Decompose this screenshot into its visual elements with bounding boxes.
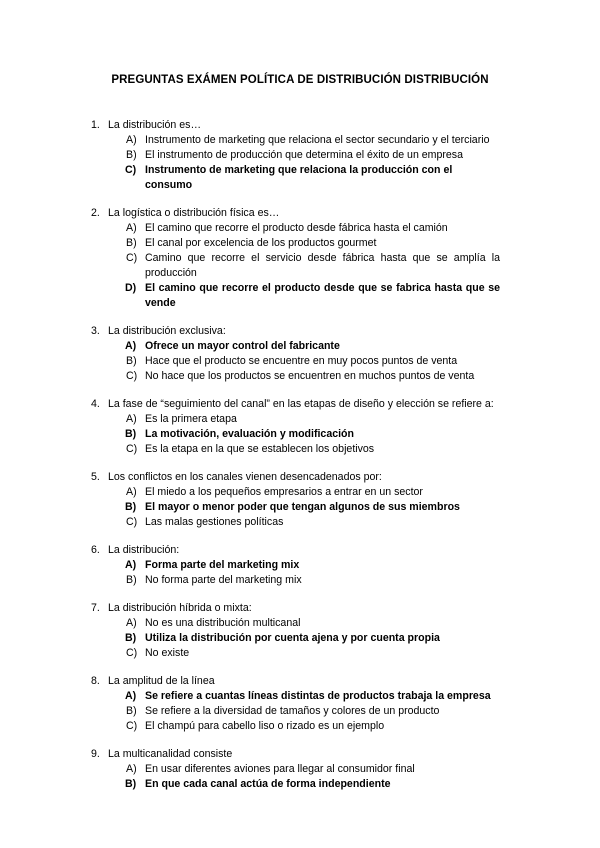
answer-option bbox=[0, 442, 600, 457]
option-letter: B) bbox=[125, 501, 137, 513]
question-7 bbox=[0, 601, 600, 661]
option-text: El mayor o menor poder que tengan algunos de sus miembros bbox=[145, 501, 460, 513]
answer-option bbox=[0, 251, 600, 281]
question-number: 4. bbox=[91, 398, 100, 410]
option-text: El instrumento de producción que determina el éxito de un empresa bbox=[145, 149, 463, 161]
option-letter: A) bbox=[126, 763, 137, 775]
option-letter: C) bbox=[126, 647, 138, 659]
answer-option-correct bbox=[0, 163, 600, 193]
answer-option-correct bbox=[0, 339, 600, 354]
document-title: PREGUNTAS EXÁMEN POLÍTICA DE DISTRIBUCIÓN DISTRIBUCIÓN bbox=[111, 74, 489, 86]
answer-option bbox=[0, 354, 600, 369]
question-text: La distribución es… bbox=[108, 119, 202, 131]
question-number: 9. bbox=[91, 748, 100, 760]
question-number: 7. bbox=[91, 602, 100, 614]
answer-option bbox=[0, 221, 600, 236]
answer-option-correct bbox=[0, 777, 600, 792]
option-letter: C) bbox=[126, 252, 138, 264]
question-text: La amplitud de la línea bbox=[108, 675, 215, 687]
question-5 bbox=[0, 470, 600, 530]
option-text: No forma parte del marketing mix bbox=[145, 574, 302, 586]
answer-option bbox=[0, 616, 600, 631]
option-letter: B) bbox=[126, 705, 137, 717]
option-letter: B) bbox=[126, 237, 137, 249]
question-header bbox=[0, 397, 600, 412]
option-letter: A) bbox=[126, 617, 137, 629]
question-header bbox=[0, 206, 600, 221]
option-text: El camino que recorre el producto desde que se fabrica hasta que se vende bbox=[145, 282, 500, 309]
question-number: 6. bbox=[91, 544, 100, 556]
option-text: Se refiere a cuantas líneas distintas de productos trabaja la empresa bbox=[145, 690, 491, 702]
option-text: Se refiere a la diversidad de tamaños y colores de un producto bbox=[145, 705, 440, 717]
option-text: Es la etapa en la que se establecen los objetivos bbox=[145, 443, 375, 455]
question-header bbox=[0, 543, 600, 558]
question-text: La multicanalidad consiste bbox=[108, 748, 233, 760]
question-text: La distribución híbrida o mixta: bbox=[108, 602, 252, 614]
answer-option bbox=[0, 762, 600, 777]
question-3 bbox=[0, 324, 600, 384]
question-text: La distribución exclusiva: bbox=[108, 325, 226, 337]
question-1 bbox=[0, 118, 600, 193]
question-number: 1. bbox=[91, 119, 100, 131]
option-letter: A) bbox=[126, 413, 137, 425]
option-letter: A) bbox=[126, 486, 137, 498]
option-letter: C) bbox=[126, 720, 138, 732]
option-letter: B) bbox=[125, 428, 137, 440]
answer-option-correct bbox=[0, 427, 600, 442]
option-letter: B) bbox=[126, 149, 137, 161]
option-letter: D) bbox=[125, 282, 137, 294]
option-letter: B) bbox=[126, 355, 137, 367]
answer-option bbox=[0, 704, 600, 719]
question-number: 5. bbox=[91, 471, 100, 483]
question-8 bbox=[0, 674, 600, 734]
option-text: El miedo a los pequeños empresarios a entrar en un sector bbox=[145, 486, 423, 498]
option-letter: B) bbox=[125, 778, 137, 790]
option-text: Forma parte del marketing mix bbox=[145, 559, 300, 571]
option-letter: C) bbox=[126, 516, 138, 528]
question-9 bbox=[0, 747, 600, 792]
option-text: Las malas gestiones políticas bbox=[145, 516, 284, 528]
answer-option bbox=[0, 412, 600, 427]
option-letter: A) bbox=[125, 340, 137, 352]
question-number: 2. bbox=[91, 207, 100, 219]
question-4 bbox=[0, 397, 600, 457]
question-text: La fase de “seguimiento del canal” en las etapas de diseño y elección se refiere a: bbox=[108, 398, 494, 410]
option-text: No hace que los productos se encuentren en muchos puntos de venta bbox=[145, 370, 475, 382]
question-text: Los conflictos en los canales vienen desencadenados por: bbox=[108, 471, 382, 483]
answer-option-correct bbox=[0, 631, 600, 646]
option-text: Utiliza la distribución por cuenta ajena y por cuenta propia bbox=[145, 632, 440, 644]
option-letter: C) bbox=[126, 370, 138, 382]
option-text: No es una distribución multicanal bbox=[145, 617, 301, 629]
answer-option bbox=[0, 133, 600, 148]
option-text: Es la primera etapa bbox=[145, 413, 237, 425]
answer-option bbox=[0, 515, 600, 530]
answer-option bbox=[0, 485, 600, 500]
question-header bbox=[0, 747, 600, 762]
option-text: Hace que el producto se encuentre en muy pocos puntos de venta bbox=[145, 355, 458, 367]
option-letter: C) bbox=[125, 164, 137, 176]
question-number: 3. bbox=[91, 325, 100, 337]
question-list bbox=[0, 118, 600, 805]
question-text: La logística o distribución física es… bbox=[108, 207, 280, 219]
option-letter: A) bbox=[125, 690, 137, 702]
option-text: El champú para cabello liso o rizado es un ejemplo bbox=[145, 720, 385, 732]
answer-option bbox=[0, 236, 600, 251]
option-text: En que cada canal actúa de forma independiente bbox=[145, 778, 391, 790]
answer-option bbox=[0, 369, 600, 384]
option-letter: B) bbox=[125, 632, 137, 644]
question-header bbox=[0, 470, 600, 485]
option-text: La motivación, evaluación y modificación bbox=[145, 428, 354, 440]
option-text: No existe bbox=[145, 647, 190, 659]
option-text: Ofrece un mayor control del fabricante bbox=[145, 340, 340, 352]
question-text: La distribución: bbox=[108, 544, 180, 556]
question-number: 8. bbox=[91, 675, 100, 687]
question-header bbox=[0, 324, 600, 339]
option-text: En usar diferentes aviones para llegar al consumidor final bbox=[145, 763, 415, 775]
option-text: El canal por excelencia de los productos gourmet bbox=[145, 237, 377, 249]
option-letter: A) bbox=[125, 559, 137, 571]
option-letter: B) bbox=[126, 574, 137, 586]
option-text: Instrumento de marketing que relaciona el sector secundario y el terciario bbox=[145, 134, 490, 146]
answer-option bbox=[0, 719, 600, 734]
answer-option-correct bbox=[0, 281, 600, 311]
question-header bbox=[0, 674, 600, 689]
option-letter: A) bbox=[126, 134, 137, 146]
option-letter: C) bbox=[126, 443, 138, 455]
option-text: El camino que recorre el producto desde fábrica hasta el camión bbox=[145, 222, 448, 234]
answer-option bbox=[0, 148, 600, 163]
option-text: Instrumento de marketing que relaciona la producción con el consumo bbox=[145, 164, 453, 191]
question-2 bbox=[0, 206, 600, 311]
question-header bbox=[0, 601, 600, 616]
question-header bbox=[0, 118, 600, 133]
question-6 bbox=[0, 543, 600, 588]
answer-option-correct bbox=[0, 500, 600, 515]
answer-option bbox=[0, 646, 600, 661]
option-letter: A) bbox=[126, 222, 137, 234]
answer-option-correct bbox=[0, 558, 600, 573]
option-text: Camino que recorre el servicio desde fábrica hasta que se amplía la producción bbox=[145, 252, 500, 279]
answer-option-correct bbox=[0, 689, 600, 704]
answer-option bbox=[0, 573, 600, 588]
